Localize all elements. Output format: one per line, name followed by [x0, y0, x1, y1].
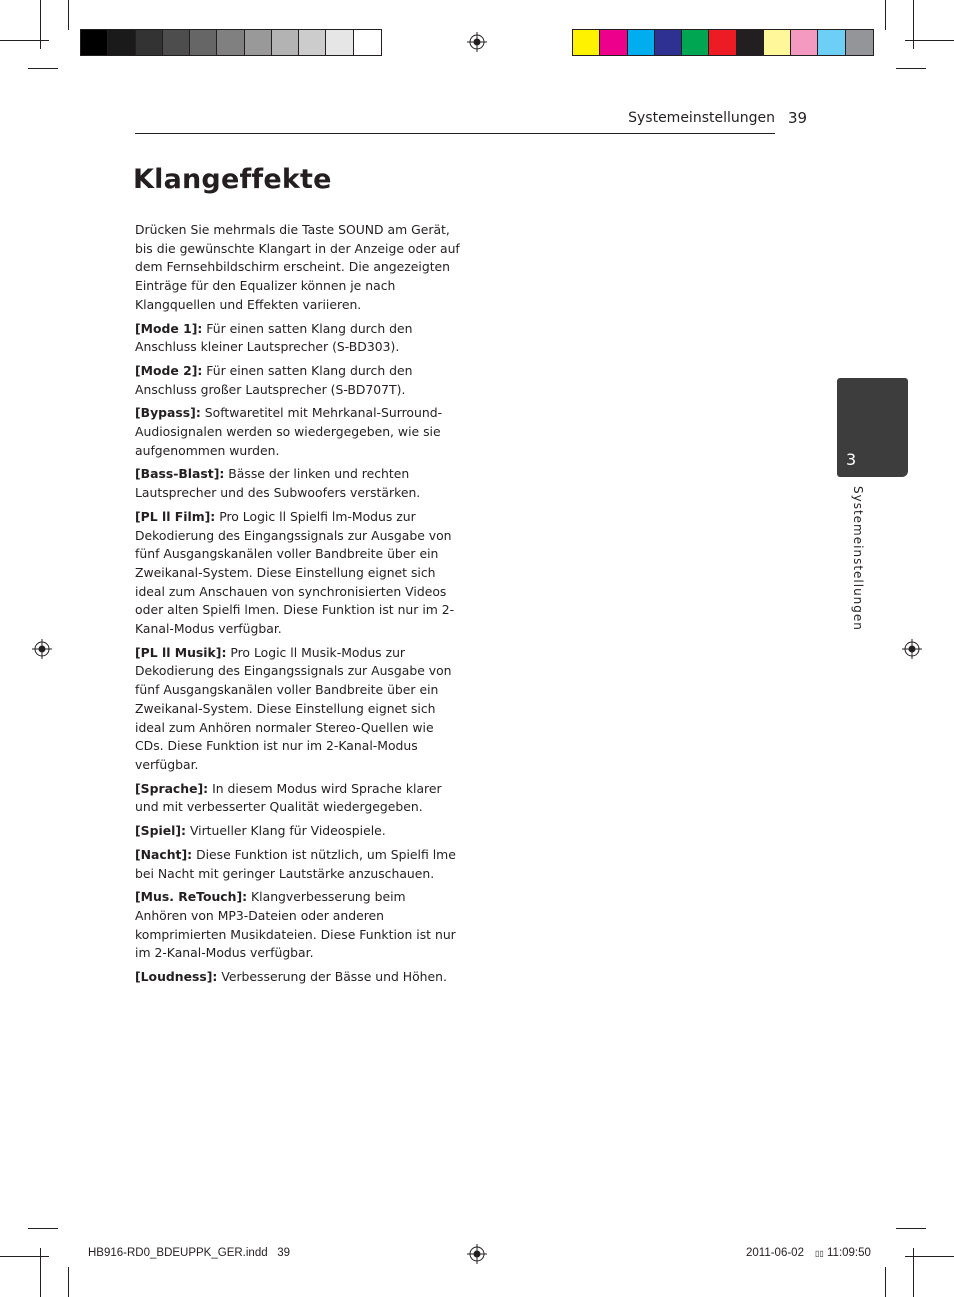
- sound-mode-label: [Loudness]:: [135, 969, 218, 985]
- sound-mode-description: Verbesserung der Bässe und Höhen.: [221, 969, 447, 985]
- calibration-swatch: [217, 30, 244, 55]
- sound-mode-item: [135, 404, 460, 460]
- sound-mode-item: [135, 780, 460, 817]
- calibration-swatch: [108, 30, 135, 55]
- footer-time: 11:09:50: [827, 1247, 871, 1259]
- sound-mode-label: [Mode 2]:: [135, 362, 203, 378]
- sound-mode-label: [Bass-Blast]:: [135, 466, 225, 482]
- registration-mark-icon: [467, 32, 487, 52]
- color-calibration-bar: [572, 29, 874, 56]
- sound-mode-description: Für einen satten Klang durch den Anschluss großer Lautsprecher (S-BD707T).: [135, 362, 413, 397]
- calibration-swatch: [326, 30, 353, 55]
- sound-mode-item: [135, 888, 460, 963]
- crop-mark: [885, 1267, 886, 1297]
- page-number: 39: [788, 109, 808, 127]
- sound-mode-description: Pro Logic ll Spielfi lm-Modus zur Dekodierung des Eingangssignals zur Ausgabe von fünf Ausgangskanälen voller Bandbreite über ein Zweikanal-System. Diese Einstellung eignet sich ideal zum Anschauen von synchronisierten Videos oder alten Spielfi lmen. Diese Funktion ist nur im 2-Kanal-Modus verfügbar.: [135, 508, 455, 637]
- sound-mode-label: [PL ll Musik]:: [135, 644, 227, 660]
- calibration-swatch: [136, 30, 163, 55]
- crop-mark: [40, 0, 41, 49]
- registration-mark-icon: [32, 639, 52, 659]
- sound-mode-description: Bässe der linken und rechten Lautsprecher und des Subwoofers verstärken.: [135, 466, 421, 501]
- sound-mode-description: In diesem Modus wird Sprache klarer und mit verbesserter Qualität wiedergegeben.: [135, 780, 442, 815]
- footer-filename: HB916-RD0_BDEUPPK_GER.indd 39: [88, 1247, 290, 1259]
- registration-mark-icon: [467, 1244, 487, 1264]
- sound-mode-label: [Bypass]:: [135, 405, 201, 421]
- footer-date: 2011-06-02: [746, 1247, 804, 1259]
- crop-mark: [905, 1256, 954, 1257]
- body-text: [135, 221, 460, 992]
- sound-mode-item: [135, 846, 460, 883]
- calibration-swatch: [737, 30, 764, 55]
- page-title: Klangeffekte: [133, 164, 332, 195]
- sound-mode-item: [135, 644, 460, 775]
- sound-mode-item: [135, 465, 460, 502]
- calibration-swatch: [709, 30, 736, 55]
- crop-mark: [68, 1267, 69, 1297]
- crop-mark: [0, 40, 49, 41]
- sound-mode-label: [PL ll Film]:: [135, 508, 216, 524]
- grayscale-calibration-bar: [80, 29, 382, 56]
- calibration-swatch: [764, 30, 791, 55]
- crop-mark: [896, 1228, 926, 1229]
- sound-mode-description: Für einen satten Klang durch den Anschluss kleiner Lautsprecher (S-BD303).: [135, 320, 413, 355]
- calibration-swatch: [81, 30, 108, 55]
- crop-mark: [905, 40, 954, 41]
- sound-mode-label: [Spiel]:: [135, 823, 186, 839]
- sound-mode-label: [Mus. ReTouch]:: [135, 889, 248, 905]
- calibration-swatch: [245, 30, 272, 55]
- sound-mode-item: [135, 362, 460, 399]
- sound-mode-item: [135, 968, 460, 987]
- chapter-number: 3: [846, 450, 857, 469]
- calibration-swatch: [628, 30, 655, 55]
- running-header-section: Systemeinstellungen: [628, 110, 775, 126]
- sound-mode-description: Diese Funktion ist nützlich, um Spielfi lme bei Nacht mit geringer Lautstärke anzuschauen.: [135, 846, 456, 881]
- intro-paragraph: Drücken Sie mehrmals die Taste SOUND am Gerät, bis die gewünschte Klangart in der Anzeige oder auf dem Fernsehbildschirm erscheint. Die angezeigten Einträge für den Equalizer können je nach Klangquellen und Effekten variieren.: [135, 222, 460, 312]
- registration-mark-icon: [902, 639, 922, 659]
- footer-symbol: ▯▯: [815, 1249, 824, 1258]
- crop-mark: [68, 0, 69, 30]
- crop-mark: [896, 68, 926, 69]
- header-divider: [135, 133, 775, 134]
- sound-mode-label: [Sprache]:: [135, 780, 209, 796]
- calibration-swatch: [299, 30, 326, 55]
- calibration-swatch: [600, 30, 627, 55]
- calibration-swatch: [682, 30, 709, 55]
- calibration-swatch: [846, 30, 873, 55]
- sound-mode-label: [Nacht]:: [135, 846, 193, 862]
- sound-mode-description: Virtueller Klang für Videospiele.: [189, 823, 386, 839]
- crop-mark: [913, 0, 914, 49]
- crop-mark: [0, 1256, 49, 1257]
- calibration-swatch: [573, 30, 600, 55]
- sound-mode-item: [135, 822, 460, 841]
- crop-mark: [885, 0, 886, 30]
- crop-mark: [28, 68, 58, 69]
- calibration-swatch: [354, 30, 381, 55]
- sound-mode-label: [Mode 1]:: [135, 320, 203, 336]
- sound-mode-item: [135, 508, 460, 639]
- calibration-swatch: [272, 30, 299, 55]
- sound-mode-description: Klangverbesserung beim Anhören von MP3-Dateien oder anderen komprimierten Musikdateien. Diese Funktion ist nur im 2-Kanal-Modus verfügbar.: [135, 889, 456, 961]
- chapter-label: Systemeinstellungen: [851, 486, 865, 631]
- crop-mark: [28, 1228, 58, 1229]
- sound-mode-item: [135, 320, 460, 357]
- sound-mode-description: Softwaretitel mit Mehrkanal-Surround-Audiosignalen werden so wiedergegeben, wie sie aufgenommen wurden.: [135, 405, 443, 458]
- calibration-swatch: [818, 30, 845, 55]
- sound-mode-list: [135, 320, 460, 987]
- calibration-swatch: [655, 30, 682, 55]
- calibration-swatch: [791, 30, 818, 55]
- calibration-swatch: [190, 30, 217, 55]
- sound-mode-description: Pro Logic ll Musik-Modus zur Dekodierung des Eingangssignals zur Ausgabe von fünf Ausgangskanälen voller Bandbreite über ein Zweikanal-System. Diese Einstellung eignet sich ideal zum Anhören normaler Stereo-Quellen wie CDs. Diese Funktion ist nur im 2-Kanal-Modus verfügbar.: [135, 644, 452, 772]
- calibration-swatch: [163, 30, 190, 55]
